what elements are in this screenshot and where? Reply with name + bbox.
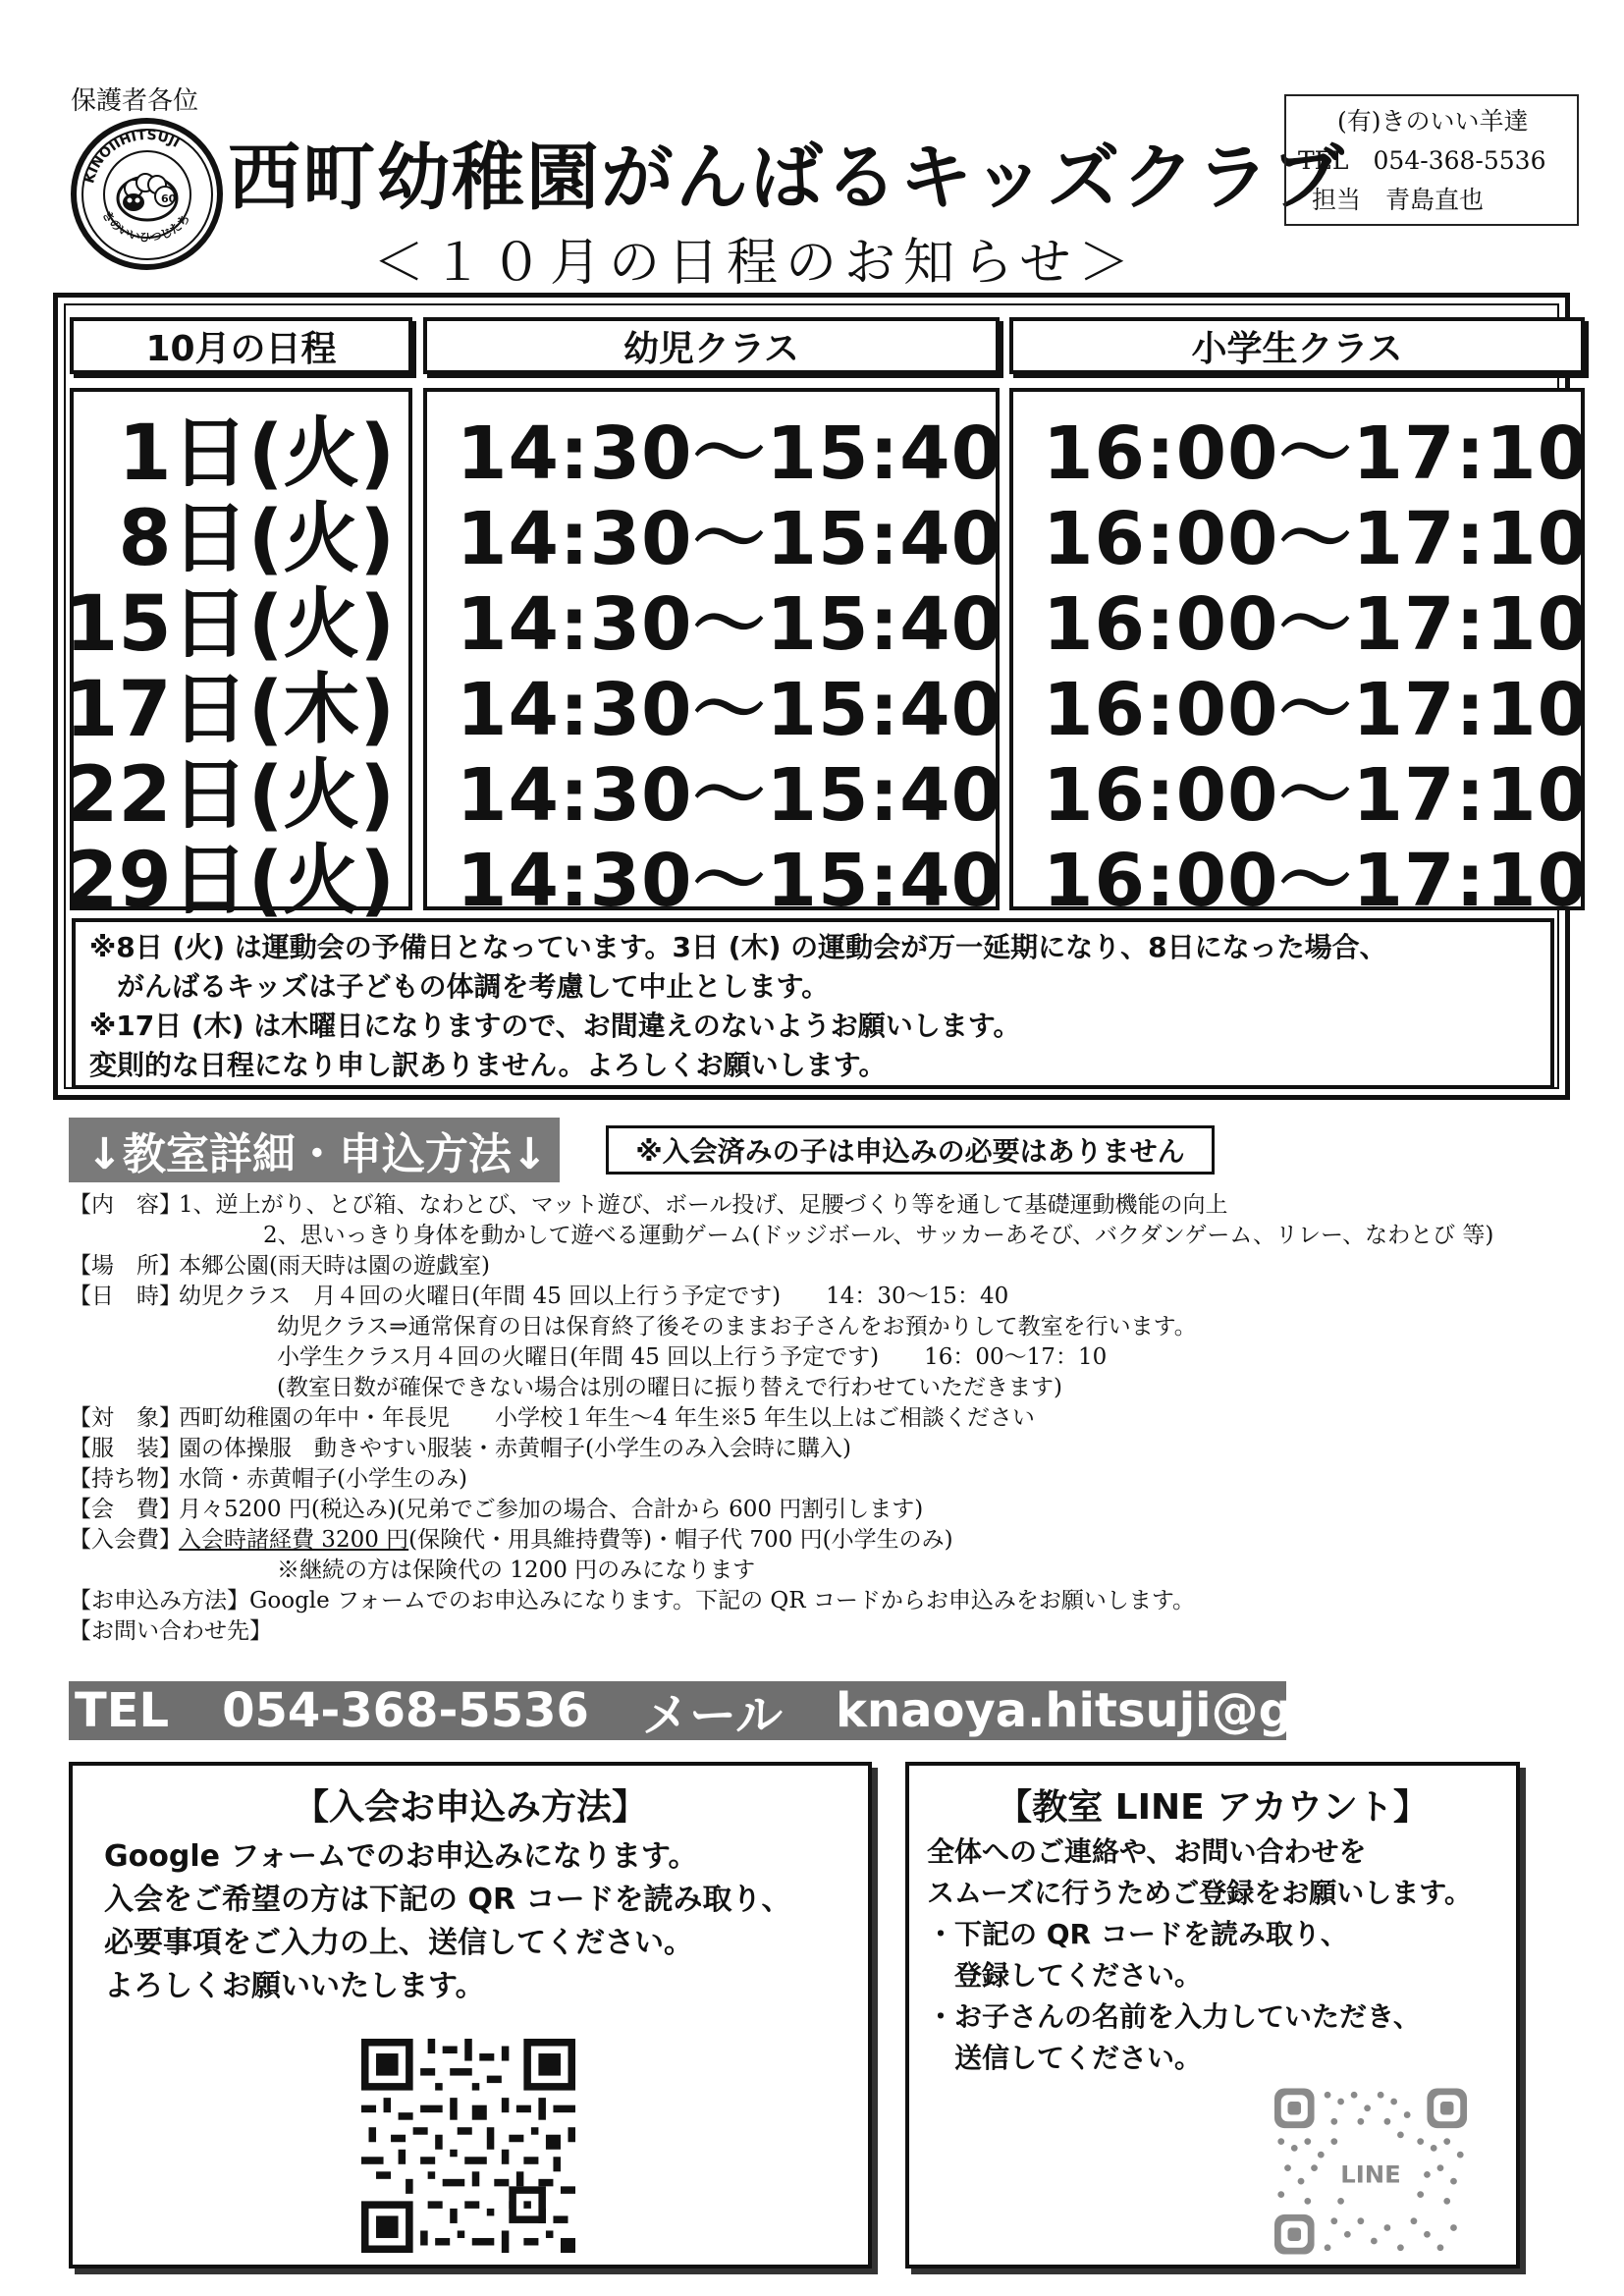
- time-text: (教室日数が確保できない場合は別の曜日に振り替えで行わせていただきます): [277, 1375, 1062, 1400]
- apply-box: [69, 1762, 872, 2269]
- content-label: 【内 容】: [69, 1192, 182, 1218]
- line-box: [905, 1762, 1520, 2269]
- items-text: 水筒・赤黄帽子(小学生のみ): [179, 1466, 467, 1492]
- elementary-time-cell: 16:00～17:10: [1043, 753, 1590, 838]
- mail-address[interactable]: knaoya.hitsuji@gmail.com: [836, 1683, 1533, 1738]
- content-text: 1、逆上がり、とび箱、なわとび、マット遊び、ボール投げ、足腰づくり等を通して基礎運動機能の向上: [179, 1192, 1228, 1218]
- clothes-text: 園の体操服 動きやすい服装・赤黄帽子(小学生のみ入会時に購入): [179, 1436, 851, 1461]
- apply-line: 必要事項をご入力の上、送信してください。: [104, 1926, 693, 1960]
- page-subtitle: ＜１０月の日程のお知らせ＞: [373, 234, 1138, 293]
- date-cell: 17日(木): [65, 666, 395, 754]
- svg-text:きのいいひつじたち: きのいいひつじたち: [98, 207, 192, 245]
- fee-label: 【会 費】: [69, 1497, 182, 1522]
- details-heading: ↓教室詳細・申込方法↓: [69, 1118, 560, 1182]
- toddler-time-cell: 14:30～15:40: [457, 668, 1003, 752]
- note-line: がんばるキッズは子どもの体調を考慮して中止とします。: [89, 970, 830, 1003]
- toddler-time-cell: 14:30～15:40: [457, 582, 1003, 667]
- elementary-time-cell: 16:00～17:10: [1043, 668, 1590, 752]
- line-box-line: 全体へのご連絡や、お問い合わせを: [927, 1835, 1367, 1868]
- schedule-table: [53, 293, 1590, 1100]
- apply-line: よろしくお願いいたします。: [104, 1969, 485, 2003]
- line-box-line: ・下記の QR コードを読み取り、: [927, 1918, 1348, 1950]
- date-cell: 29日(火): [65, 837, 395, 925]
- target-text: 西町幼稚園の年中・年長児 小学校１年生～4 年生※5 年生以上はご相談ください: [179, 1405, 1035, 1431]
- line-box-title: 【教室 LINE アカウント】: [997, 1787, 1429, 1828]
- details-note: ※入会済みの子は申込みの必要はありません: [606, 1125, 1215, 1175]
- place-label: 【場 所】: [69, 1253, 182, 1279]
- time-label: 【日 時】: [69, 1284, 182, 1309]
- items-label: 【持ち物】: [69, 1466, 182, 1492]
- admission-label: 【入会費】: [69, 1527, 182, 1553]
- note-line: 変則的な日程になり申し訳ありません。よろしくお願いします。: [89, 1049, 887, 1081]
- header-date: 10月の日程: [70, 317, 412, 374]
- schedule-notes: [72, 918, 1554, 1089]
- apply-line: 入会をご希望の方は下記の QR コードを読み取り、: [104, 1883, 791, 1917]
- tel-label: TEL: [75, 1683, 170, 1738]
- sheep-logo: [71, 118, 223, 270]
- content-text: 2、思いっきり身体を動かして遊べる運動ゲーム(ドッジボール、サッカーあそび、バクダンゲーム、リレー、なわとび 等): [263, 1223, 1494, 1248]
- toddler-time-cell: 14:30～15:40: [457, 753, 1003, 838]
- company-name: (有)きのいい羊達: [1337, 107, 1529, 136]
- note-line: ※8日 (火) は運動会の予備日となっています。3日 (木) の運動会が万一延期になり、8日になった場合、: [89, 931, 1387, 963]
- admission-note: ※継続の方は保険代の 1200 円のみになります: [277, 1558, 756, 1583]
- line-box-line: 登録してください。: [927, 1959, 1203, 1992]
- fee-text: 月々5200 円(税込み)(兄弟でご参加の場合、合計から 600 円割引します): [179, 1497, 924, 1522]
- header-toddler-class: 幼児クラス: [423, 317, 1000, 374]
- line-box-line: スムーズに行うためご登録をお願いします。: [927, 1877, 1472, 1909]
- mail-label: メール: [641, 1687, 783, 1743]
- google-form-qr-code[interactable]: [361, 2039, 575, 2253]
- svg-text:KINOIIHITSUJI: KINOIIHITSUJI: [81, 127, 183, 186]
- line-box-line: 送信してください。: [927, 2042, 1203, 2074]
- contact-bar: [69, 1681, 1533, 1743]
- date-cell: 15日(火): [65, 580, 395, 669]
- note-line: ※17日 (木) は木曜日になりますので、お間違えのないようお願いします。: [89, 1010, 1021, 1042]
- inquiry-label: 【お問い合わせ先】: [69, 1618, 272, 1644]
- time-text: 幼児クラス⇒通常保育の日は保育終了後そのままお子さんをお預かりして教室を行います。: [277, 1314, 1197, 1339]
- page-title: 西町幼稚園がんばるキッズクラブ: [228, 136, 1346, 220]
- toddler-time-cell: 14:30～15:40: [457, 839, 1003, 923]
- line-logo-label: LINE: [1340, 2159, 1401, 2189]
- toddler-time-cell: 14:30～15:40: [457, 411, 1003, 496]
- time-text: 小学生クラス月４回の火曜日(年間 45 回以上行う予定です) 16：00～17：10: [277, 1344, 1108, 1370]
- time-text: 幼児クラス 月４回の火曜日(年間 45 回以上行う予定です) 14：30～15：40: [179, 1284, 1009, 1309]
- date-cell: 22日(火): [65, 751, 395, 840]
- apply-method-line: 【お申込み方法】Google フォームでのお申込みになります。下記の QR コードからお申込みをお願いします。: [69, 1588, 1196, 1613]
- clothes-label: 【服 装】: [69, 1436, 182, 1461]
- admission-fee: 入会時諸経費 3200 円: [179, 1527, 409, 1553]
- details-list: [69, 1190, 1561, 1647]
- apply-line: Google フォームでのお申込みになります。: [104, 1839, 698, 1874]
- sheep-logo-icon: [79, 126, 216, 263]
- tel-number[interactable]: 054-368-5536: [222, 1683, 589, 1738]
- place-text: 本郷公園(雨天時は園の遊戯室): [179, 1253, 490, 1279]
- elementary-time-cell: 16:00～17:10: [1043, 497, 1590, 581]
- elementary-column: [1009, 388, 1590, 923]
- toddler-time-cell: 14:30～15:40: [457, 497, 1003, 581]
- date-cell: 8日(火): [118, 495, 395, 583]
- svg-text:60: 60: [160, 191, 176, 205]
- contact-box: [1284, 94, 1579, 226]
- elementary-time-cell: 16:00～17:10: [1043, 839, 1590, 923]
- contact-person: 担当 青島直也: [1312, 186, 1485, 214]
- elementary-time-cell: 16:00～17:10: [1043, 411, 1590, 496]
- date-column: [65, 388, 412, 925]
- company-tel: TEL 054-368-5536: [1298, 146, 1546, 175]
- line-box-line: ・お子さんの名前を入力していただき、: [927, 2000, 1421, 2033]
- apply-box-title: 【入会お申込み方法】: [293, 1787, 647, 1828]
- header-elementary-class: 小学生クラス: [1009, 317, 1585, 374]
- date-cell: 1日(火): [118, 410, 395, 498]
- target-label: 【対 象】: [69, 1405, 182, 1431]
- elementary-time-cell: 16:00～17:10: [1043, 582, 1590, 667]
- toddler-column: [423, 388, 1003, 923]
- admission-text: (保険代・用具維持費等)・帽子代 700 円(小学生のみ): [408, 1527, 953, 1553]
- addressee: 保護者各位: [71, 86, 199, 116]
- line-account-qr-code[interactable]: [1274, 2088, 1467, 2255]
